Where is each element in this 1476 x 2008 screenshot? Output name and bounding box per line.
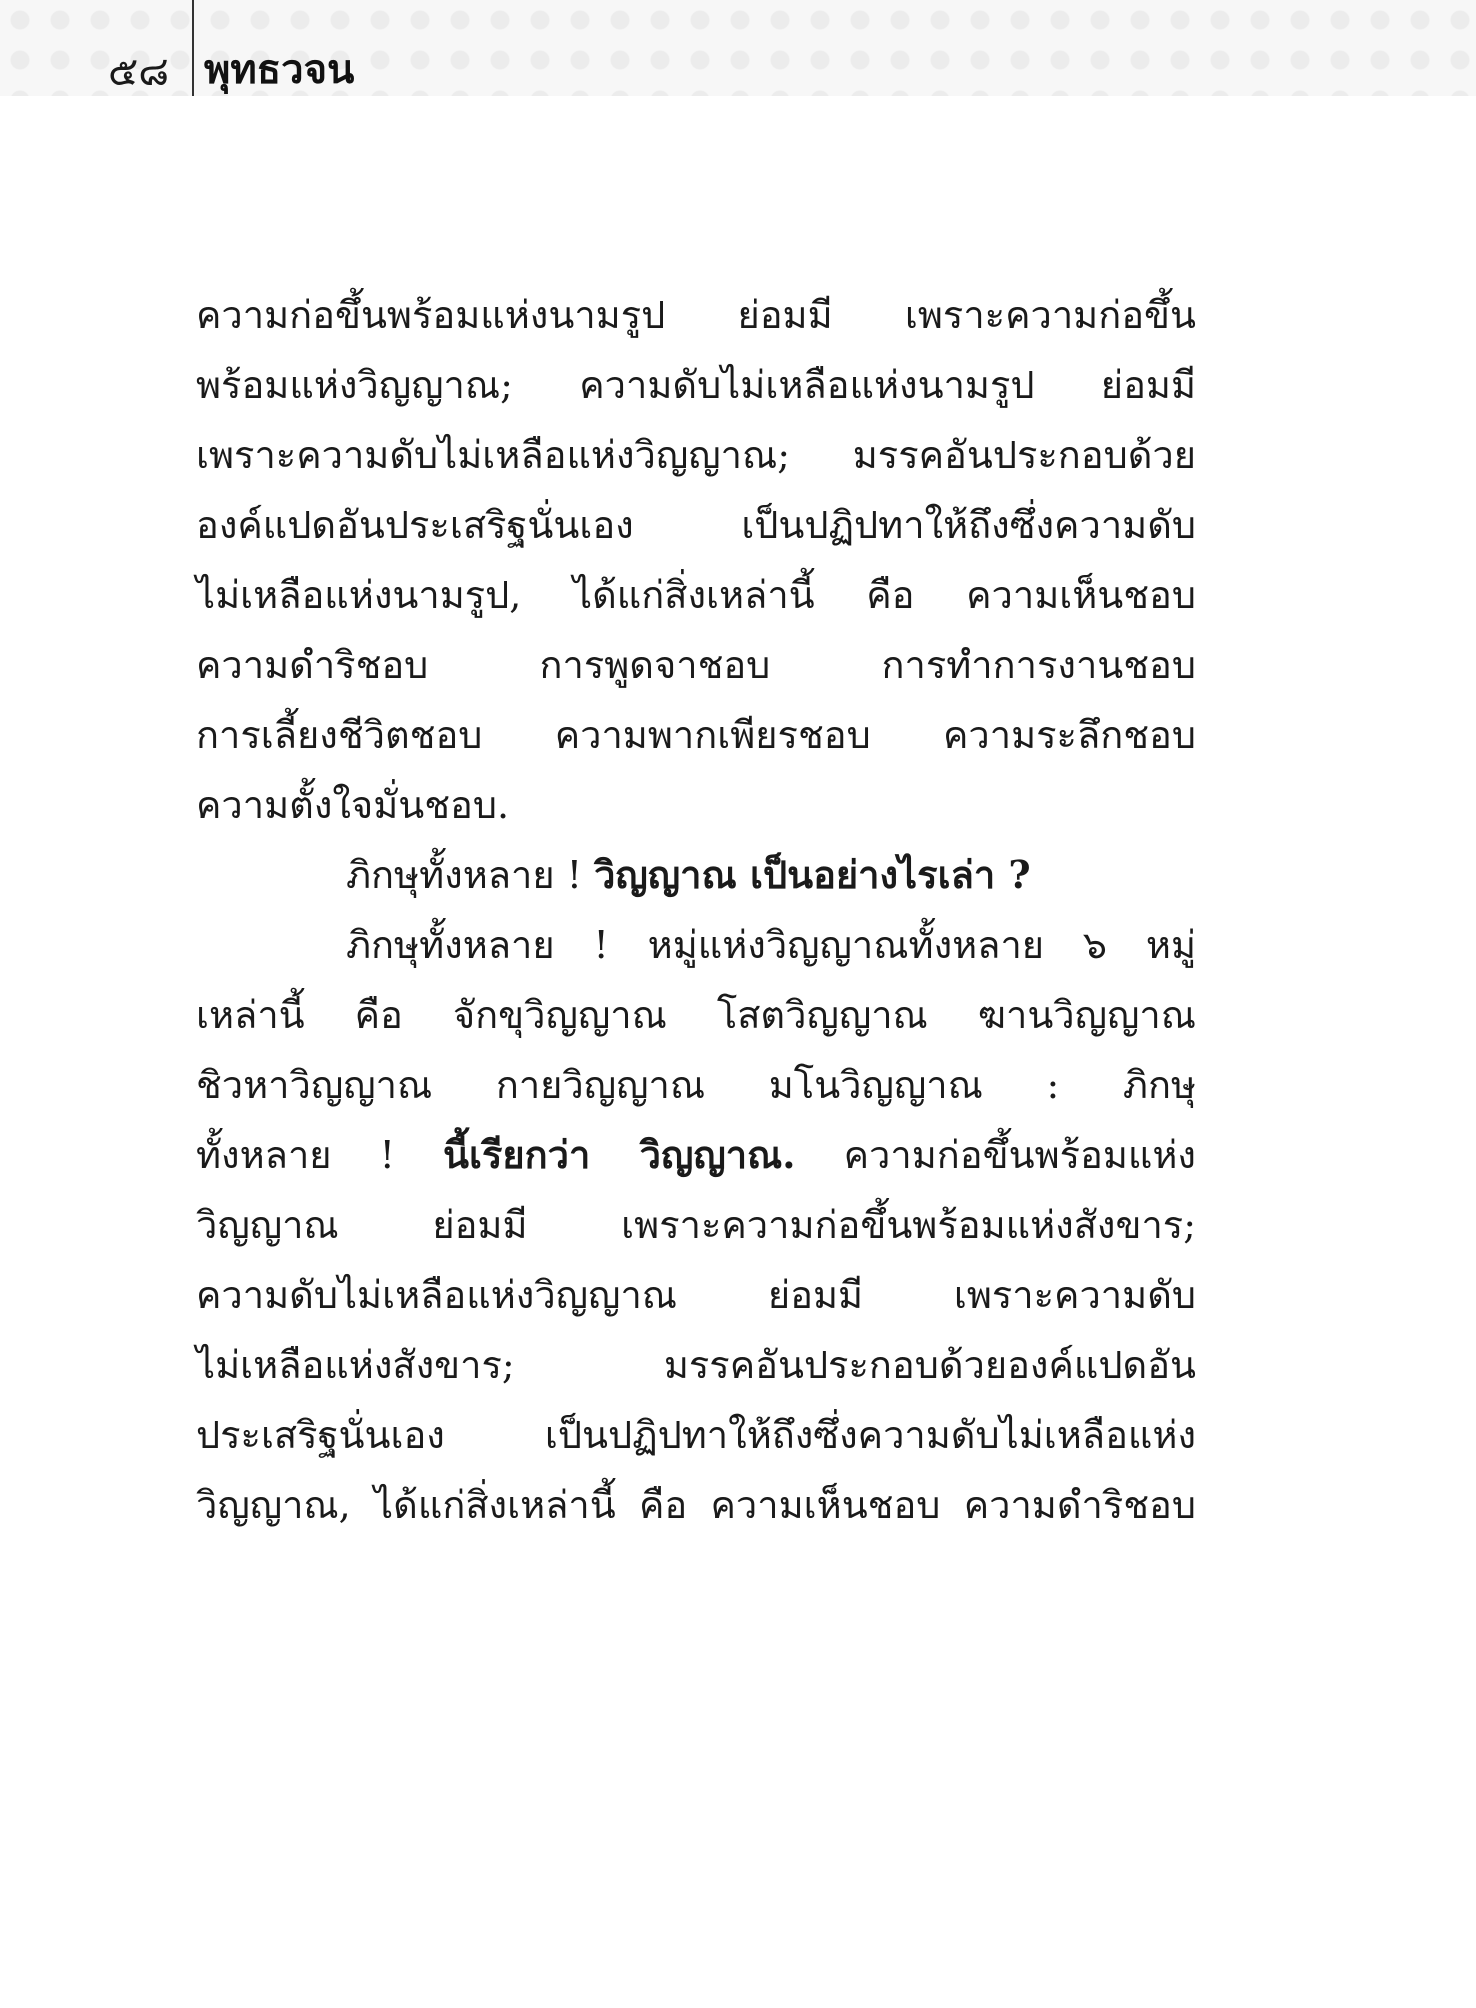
text-line: องค์แปดอันประเสริฐนั่นเอง เป็นปฏิปทาให้ถึงซึ่งความดับ — [196, 503, 1196, 547]
text-line: การเลี้ยงชีวิตชอบ ความพากเพียรชอบ ความระลึกชอบ — [196, 713, 1196, 757]
text-line: ไม่เหลือแห่งสังขาร; มรรคอันประกอบด้วยองค์แปดอัน — [196, 1343, 1196, 1387]
bold-definition: นี้เรียกว่า วิญญาณ. — [443, 1132, 796, 1177]
text-line: ภิกษุทั้งหลาย ! หมู่แห่งวิญญาณทั้งหลาย ๖ หมู่ — [346, 923, 1196, 967]
text-line: ชิวหาวิญญาณ กายวิญญาณ มโนวิญญาณ : ภิกษุ — [196, 1063, 1196, 1107]
text-line: ความก่อขึ้นพร้อมแห่งนามรูป ย่อมมี เพราะความก่อขึ้น — [196, 293, 1196, 337]
running-title: พุทธวจน — [204, 47, 355, 93]
page-number: ๕๘ — [108, 49, 170, 95]
text-line: ความดำริชอบ การพูดจาชอบ การทำการงานชอบ — [196, 643, 1196, 687]
text-line: เหล่านี้ คือ จักขุวิญญาณ โสตวิญญาณ ฆานวิญญาณ — [196, 993, 1196, 1037]
text-line: ไม่เหลือแห่งนามรูป, ได้แก่สิ่งเหล่านี้ คือ ความเห็นชอบ — [196, 573, 1196, 617]
body-text — [196, 280, 1196, 1540]
header-divider — [192, 0, 194, 96]
text-line: วิญญาณ ย่อมมี เพราะความก่อขึ้นพร้อมแห่งสังขาร; — [196, 1203, 1196, 1247]
text-line: วิญญาณ, ได้แก่สิ่งเหล่านี้ คือ ความเห็นชอบ ความดำริชอบ — [196, 1483, 1196, 1527]
bold-question: วิญญาณ เป็นอย่างไรเล่า ? — [594, 852, 1031, 897]
text-line: ทั้งหลาย ! นี้เรียกว่า วิญญาณ. ความก่อขึ้นพร้อมแห่ง — [196, 1132, 1196, 1177]
text-line: เพราะความดับไม่เหลือแห่งวิญญาณ; มรรคอันประกอบด้วย — [196, 433, 1196, 477]
text-line: พร้อมแห่งวิญญาณ; ความดับไม่เหลือแห่งนามรูป ย่อมมี — [196, 363, 1196, 407]
text-line: ความตั้งใจมั่นชอบ. — [196, 783, 510, 827]
text-line: ความดับไม่เหลือแห่งวิญญาณ ย่อมมี เพราะความดับ — [196, 1273, 1196, 1317]
text-line: ประเสริฐนั่นเอง เป็นปฏิปทาให้ถึงซึ่งความดับไม่เหลือแห่ง — [196, 1413, 1196, 1457]
question-line: ภิกษุทั้งหลาย ! วิญญาณ เป็นอย่างไรเล่า ? — [346, 852, 1031, 897]
